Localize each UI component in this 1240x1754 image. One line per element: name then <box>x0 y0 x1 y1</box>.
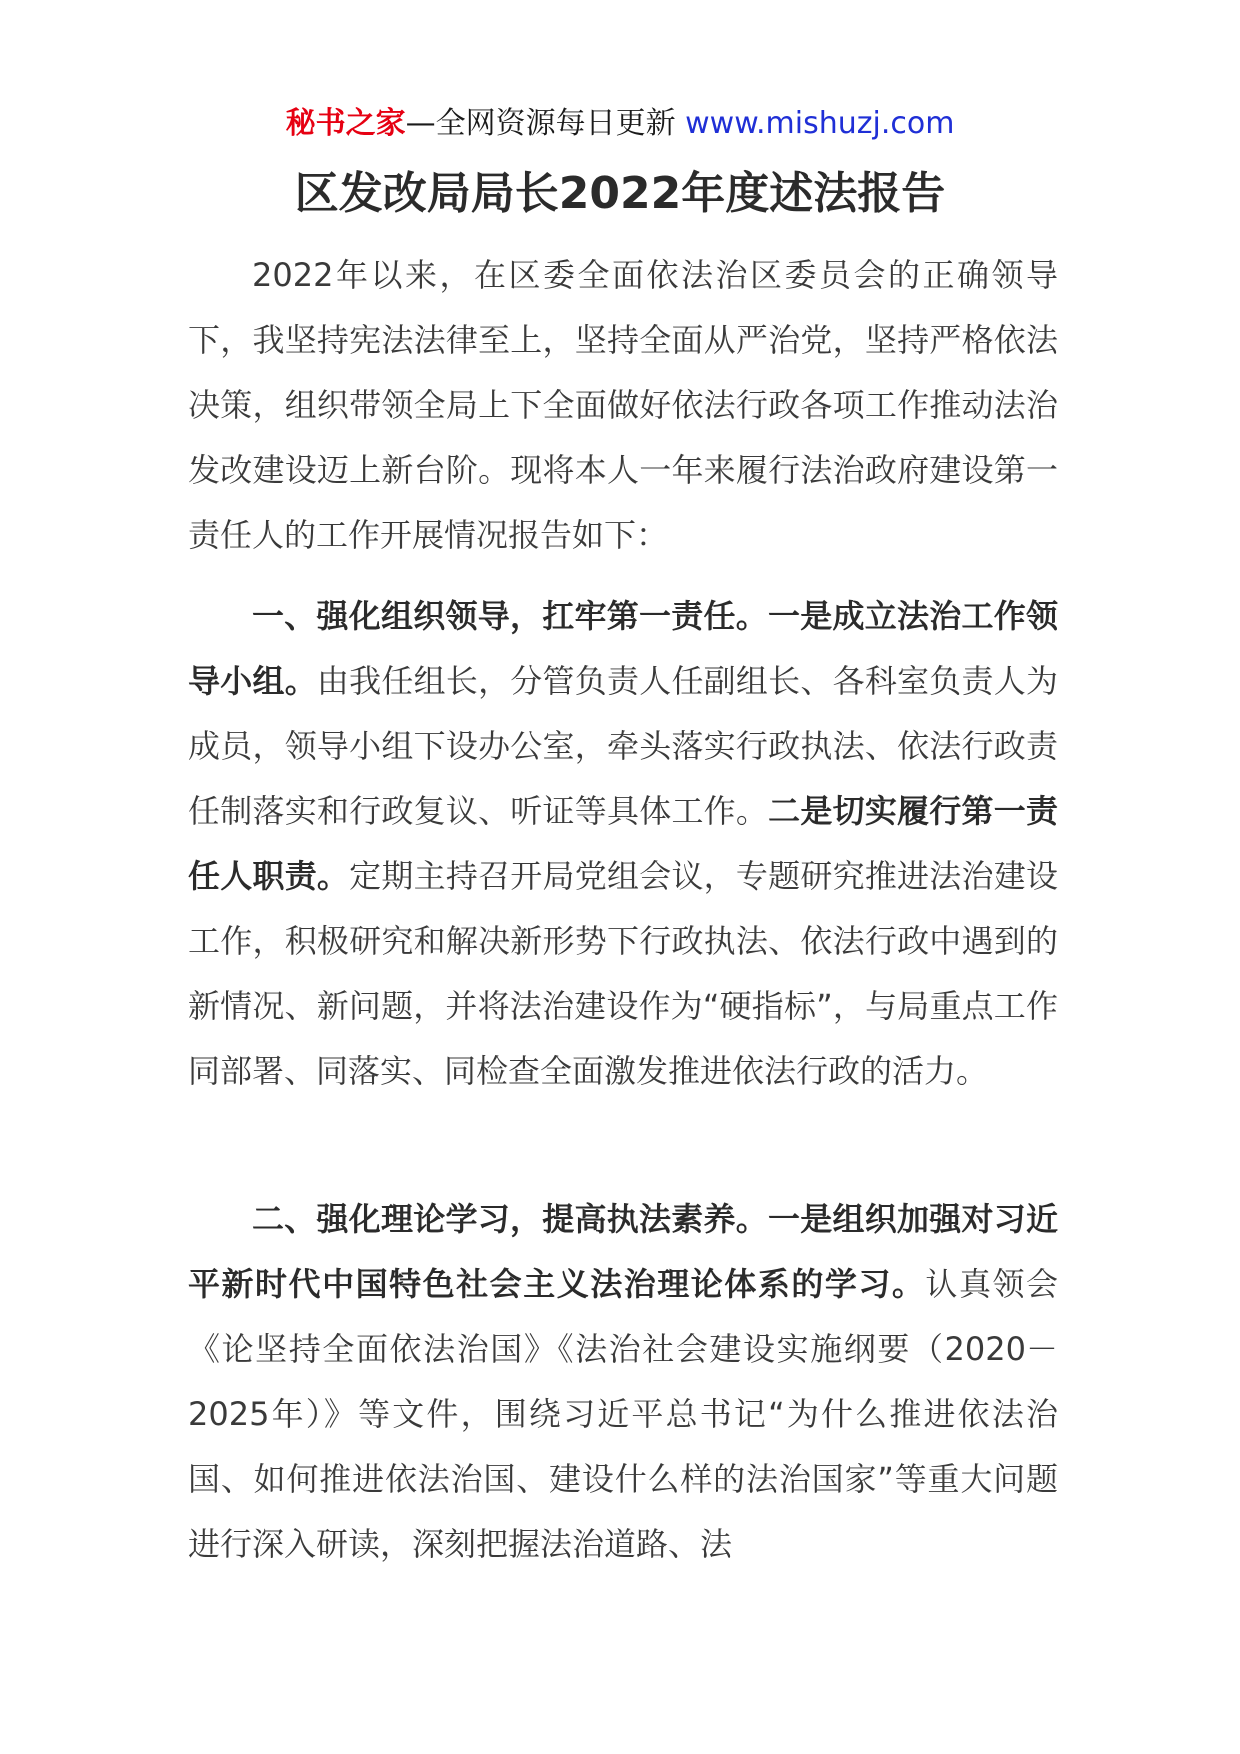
section-two-point1-label: 一是组织加强对习近平新时代中国特色社会主义法治理论体系的学习。 <box>188 1200 1058 1303</box>
section-two-paragraph <box>188 1187 1058 1577</box>
section-two-point1-text: 认真领会《论坚持全面依法治国》《法治社会建设实施纲要（2020－2025年）》等文件，围绕习近平总书记“为什么推进依法治国、如何推进依法治国、建设什么样的法治国家”等重大问题进行深入研读，深刻把握法治道路、法 <box>188 1265 1058 1563</box>
section-one-point1-label: 一是成立法治工作领导小组。 <box>188 597 1058 700</box>
section-one-point2-text: 定期主持召开局党组会议，专题研究推进法治建设工作，积极研究和解决新形势下行政执法、依法行政中遇到的新情况、新问题，并将法治建设作为“硬指标”，与局重点工作同部署、同落实、同检查全面激发推进依法行政的活力。 <box>188 857 1058 1090</box>
site-url: www.mishuzj.com <box>685 106 955 141</box>
section-one-point1-text: 由我任组长，分管负责人任副组长、各科室负责人为成员，领导小组下设办公室，牵头落实行政执法、依法行政责任制落实和行政复议、听证等具体工作。 <box>188 662 1058 830</box>
intro-text: 2022年以来，在区委全面依法治区委员会的正确领导下，我坚持宪法法律至上，坚持全面从严治党，坚持严格依法决策，组织带领全局上下全面做好依法行政各项工作推动法治发改建设迈上新台阶。现将本人一年来履行法治政府建设第一责任人的工作开展情况报告如下： <box>188 256 1058 554</box>
section-one-point2-label: 二是切实履行第一责任人职责。 <box>188 792 1058 895</box>
section-two-heading: 二、强化理论学习，提高执法素养。 <box>252 1200 768 1238</box>
section-one-paragraph <box>188 584 1058 1104</box>
intro-paragraph <box>188 243 1058 568</box>
site-brand: 秘书之家 <box>285 106 406 141</box>
document-title: 区发改局局长2022年度述法报告 <box>294 168 946 219</box>
site-header <box>0 104 1240 144</box>
section-one-heading: 一、强化组织领导，扛牢第一责任。 <box>252 597 768 635</box>
site-tagline: —全网资源每日更新 <box>405 106 686 141</box>
